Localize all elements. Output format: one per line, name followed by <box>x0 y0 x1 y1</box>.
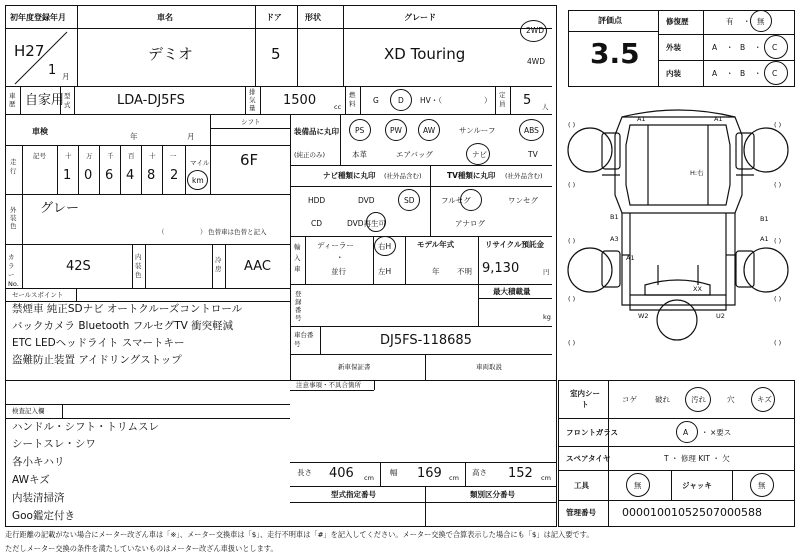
sales-line-3: ETC LEDヘッドライト スマートキー <box>12 337 185 349</box>
interior-c-circle <box>764 61 788 85</box>
shaken-label: 車検 <box>32 127 48 136</box>
new-warranty: 新車保証書 <box>338 363 371 371</box>
inspector-line-2: シートスレ・シワ <box>12 438 96 450</box>
equip-leather: 本革 <box>352 150 367 159</box>
svg-text:( ): ( ) <box>568 181 576 189</box>
svg-text:( ): ( ) <box>774 237 782 245</box>
year-value: H27 <box>14 42 45 60</box>
model-year-unit: 年 <box>432 267 440 276</box>
seat-label: 室内シート <box>570 389 600 409</box>
jack-value: 無 <box>758 481 766 490</box>
shaken-month-unit: 月 <box>187 132 195 141</box>
month-unit: 月 <box>62 72 70 81</box>
navi-sd-circle <box>398 189 420 211</box>
spare-label: スペアタイヤ <box>566 454 611 463</box>
equip-tv: TV <box>528 150 538 159</box>
inspector-line-4: AWキズ <box>12 474 50 486</box>
exterior-color-value: グレー <box>40 201 80 216</box>
tools-label: 工具 <box>574 481 589 490</box>
fuel-label: 燃料 <box>349 91 356 108</box>
interior-b: B <box>740 69 746 78</box>
fuel-d-circle <box>390 89 412 111</box>
equip-abs-circle <box>519 119 544 141</box>
tv-type-label: TV種類に丸印 <box>447 171 496 180</box>
inspector-label: 検査記入欄 <box>12 407 45 415</box>
seat-hole: 穴 <box>727 395 735 404</box>
equip-sunroof: サンルーフ <box>459 126 496 135</box>
damage-a1-right-lower: A1 <box>760 235 769 243</box>
height-unit: cm <box>541 474 551 482</box>
mileage-digit-4: 4 <box>126 168 135 183</box>
interior-c: C <box>772 69 778 78</box>
interior-sep2: ・ <box>754 69 762 78</box>
damage-a3-left: A3 <box>610 235 619 243</box>
equip-ps: PS <box>355 126 365 135</box>
drive-4wd: 4WD <box>527 57 545 66</box>
inspector-line-3: 各小キハリ <box>12 456 65 468</box>
mileage-digit-2: 0 <box>84 168 93 183</box>
recycle-unit: 円 <box>543 268 550 276</box>
max-load-label: 最大積載量 <box>493 287 531 296</box>
equip-pw: PW <box>390 126 402 135</box>
shift-label: シフト <box>241 118 261 126</box>
mileage-digit-5: 8 <box>147 168 156 183</box>
model-year-value: 不明 <box>457 267 472 276</box>
grade-value: XD Touring <box>384 45 466 63</box>
displacement-value: 1500 <box>283 93 317 108</box>
footer-line-1: 走行距離の記載がない場合にメーター改ざん車は「※」、メーター交換車は「$」、走行不明車は「#」を記入してください。メーター交換で合算表示した場合にも「$」は記入要です。 <box>5 530 594 539</box>
exterior-a: A <box>712 43 718 52</box>
drive-2wd: 2WD <box>526 26 544 35</box>
navi-sd: SD <box>404 196 415 205</box>
grade-label: グレード <box>404 13 436 22</box>
footer-line-2: ただしメーター交換の条件を満たしていないものはメーター改ざん車扱いとします。 <box>5 544 278 553</box>
month-value: 1 <box>48 63 57 78</box>
exterior-label: 外装 <box>666 43 681 52</box>
digit-header-6: 一 <box>170 152 177 160</box>
navi-dvd-play-circle <box>366 212 386 232</box>
windshield-a: A <box>683 428 689 437</box>
mgmt-label: 管理番号 <box>566 508 596 517</box>
seat-dirty: 汚れ <box>691 395 706 404</box>
windshield-x: ×要ス <box>710 428 732 437</box>
mileage-digit-6: 2 <box>170 168 179 183</box>
class-no-label: 類別区分番号 <box>470 490 515 499</box>
equip-aw: AW <box>423 126 436 135</box>
repair-sep: ・ <box>743 17 751 26</box>
ac-value: AAC <box>244 259 271 274</box>
damage-b1-left: B1 <box>610 213 619 221</box>
damage-b1-right: B1 <box>760 215 769 223</box>
digit-header-5: 十 <box>149 152 156 160</box>
sales-label: セールスポイント <box>12 291 64 299</box>
digit-header-3: 千 <box>107 152 114 160</box>
height-value: 152 <box>508 466 533 481</box>
equip-pw-circle <box>385 119 407 141</box>
color-paren-close: ） <box>200 228 207 236</box>
svg-text:( ): ( ) <box>568 295 576 303</box>
inspector-line-6: Goo鑑定付き <box>12 510 75 522</box>
mileage-digit-1: 1 <box>63 168 72 183</box>
digit-header-4: 百 <box>128 152 135 160</box>
repair-no-circle <box>750 10 772 32</box>
import-dot: ・ <box>336 253 344 262</box>
equip-airbag: エアバッグ <box>396 150 433 159</box>
sales-line-2: バックカメラ Bluetooth フルセグTV 衝突軽減 <box>12 320 234 332</box>
navi-hdd: HDD <box>308 196 326 205</box>
capacity-unit: 人 <box>542 103 549 111</box>
color-no-value: 42S <box>66 259 91 274</box>
navi-type-sublabel: (社外品含む) <box>384 172 422 180</box>
reg-label: 登録番号 <box>295 290 302 322</box>
width-unit: cm <box>449 474 459 482</box>
steer-right-circle <box>374 236 396 256</box>
usage-label: 車歴 <box>9 92 16 108</box>
mileage-digit-3: 6 <box>105 168 114 183</box>
color-no-label: カラーNo. <box>8 253 19 288</box>
ac-label: 冷房 <box>215 256 222 273</box>
height-label: 高さ <box>472 468 487 477</box>
equip-ps-circle <box>349 119 371 141</box>
vehicle-manual: 車両取説 <box>476 363 502 371</box>
digit-header-0: 記号 <box>33 152 46 160</box>
tv-fullseg: フルセグ <box>441 196 471 205</box>
svg-text:( ): ( ) <box>568 121 576 129</box>
navi-cd: CD <box>311 219 323 228</box>
year-label: 初年度登録年月 <box>10 13 66 22</box>
damage-xx: XX <box>693 285 702 293</box>
seat-scratch: キズ <box>757 395 772 404</box>
inspector-line-5: 内装清掃済 <box>12 492 65 504</box>
inspector-line-1: ハンドル・シフト・トリムスレ <box>12 421 159 433</box>
chassis-value: DJ5FS-118685 <box>380 333 472 348</box>
length-unit: cm <box>364 474 374 482</box>
navi-dvd: DVD <box>358 196 375 205</box>
svg-text:( ): ( ) <box>774 181 782 189</box>
svg-text:( ): ( ) <box>774 121 782 129</box>
fuel-g: G <box>373 96 379 105</box>
car-name-label: 車名 <box>157 13 173 22</box>
max-load-unit: kg <box>543 313 551 321</box>
exterior-c: C <box>772 43 778 52</box>
length-label: 長さ <box>297 468 312 477</box>
repair-yes: 有 <box>726 17 734 26</box>
door-label: ドア <box>266 13 282 22</box>
tv-type-sublabel: (社外品含む) <box>505 172 543 180</box>
chassis-label: 車台番号 <box>294 331 314 348</box>
svg-text:( ): ( ) <box>568 237 576 245</box>
interior-a: A <box>712 69 718 78</box>
sales-line-1: 禁煙車 純正SDナビ オートクルーズコントロール <box>12 303 243 315</box>
digit-header-1: 十 <box>65 152 72 160</box>
km-circle <box>187 170 208 190</box>
displacement-label: 排気量 <box>249 88 256 112</box>
equip-aw-circle <box>418 119 440 141</box>
svg-text:( ): ( ) <box>774 339 782 347</box>
tv-analog: アナログ <box>455 219 485 228</box>
damage-w2: W2 <box>638 312 649 320</box>
fuel-close: ） <box>484 96 492 105</box>
spare-options: T ・ 修理 KIT ・ 欠 <box>664 454 730 463</box>
digit-header-2: 万 <box>86 152 93 160</box>
steer-right: 右H <box>378 242 392 251</box>
interior-sep1: ・ <box>726 69 734 78</box>
damage-a1-left-lower: A1 <box>626 254 635 262</box>
jack-label: ジャッキ <box>682 481 712 490</box>
steer-left: 左H <box>378 267 392 276</box>
exterior-b: B <box>740 43 746 52</box>
rating-label: 評価点 <box>598 16 622 25</box>
damage-h-right: H:右 <box>690 169 704 177</box>
recycle-value: 9,130 <box>482 261 520 276</box>
navi-dvd-play: DVD再生可 <box>347 219 387 228</box>
repair-label: 修復歴 <box>666 17 689 26</box>
windshield-label: フロントガラス <box>566 428 619 437</box>
fuel-d: D <box>398 96 404 105</box>
width-label: 幅 <box>390 468 398 477</box>
exterior-c-circle <box>764 35 788 59</box>
tools-value-circle <box>626 473 650 497</box>
usage-value: 自家用 <box>25 93 65 108</box>
equip-navi-circle <box>466 143 490 165</box>
car-name-value: デミオ <box>148 45 194 63</box>
exterior-sep1: ・ <box>726 43 734 52</box>
seat-dirty-circle <box>685 387 711 412</box>
color-note: 色替車は色替と記入 <box>208 228 267 236</box>
color-paren-open: （ <box>158 228 165 236</box>
svg-text:( ): ( ) <box>774 295 782 303</box>
svg-text:( ): ( ) <box>568 339 576 347</box>
drive-2wd-circle <box>520 20 547 42</box>
repair-no: 無 <box>757 17 765 26</box>
notes-label: 注意事項・不具合箇所 <box>296 381 361 389</box>
shaken-year-unit: 年 <box>130 132 138 141</box>
damage-a1-top-left: A1 <box>637 115 646 123</box>
width-value: 169 <box>417 466 442 481</box>
mileage-label: 走行 <box>10 158 17 175</box>
tools-value: 無 <box>634 481 642 490</box>
damage-u2: U2 <box>716 312 725 320</box>
tv-fullseg-circle <box>460 189 482 211</box>
door-value: 5 <box>271 45 281 63</box>
sales-line-4: 盗難防止装置 アイドリングストップ <box>12 354 182 366</box>
equipment-sublabel: (純正のみ) <box>294 151 326 159</box>
windshield-dot: ・ <box>701 428 709 437</box>
capacity-value: 5 <box>523 93 532 108</box>
shift-value: 6F <box>240 151 259 169</box>
jack-value-circle <box>750 473 774 497</box>
mile-label: マイル <box>190 159 210 167</box>
import-parallel: 並行 <box>331 267 346 276</box>
recycle-label: リサイクル預託金 <box>485 240 544 249</box>
type-no-label: 型式指定番号 <box>331 490 376 499</box>
seat-burn: コゲ <box>622 395 637 404</box>
length-value: 406 <box>329 466 354 481</box>
model-year-label: モデル年式 <box>417 240 455 249</box>
windshield-a-circle <box>676 421 698 443</box>
displacement-unit: cc <box>334 103 342 111</box>
interior-color-label: 内装色 <box>135 253 142 279</box>
seat-scratch-circle <box>751 387 775 412</box>
equipment-label: 装備品に丸印 <box>294 127 339 136</box>
seat-torn: 破れ <box>655 395 670 404</box>
km-label: km <box>192 176 204 185</box>
exterior-color-label: 外装色 <box>10 206 17 230</box>
exterior-sep2: ・ <box>754 43 762 52</box>
interior-label: 内装 <box>666 69 681 78</box>
import-label: 輸入車 <box>294 243 301 273</box>
model-label: 型式 <box>64 92 71 109</box>
fuel-hv: HV・（ <box>420 96 443 105</box>
navi-type-label: ナビ種類に丸印 <box>323 171 376 180</box>
equip-abs: ABS <box>524 126 539 135</box>
shape-label: 形状 <box>305 13 321 22</box>
import-dealer: ディーラー <box>317 241 354 250</box>
mgmt-value: 0000100105250700058​8 <box>622 506 762 519</box>
model-value: LDA-DJ5FS <box>117 93 185 108</box>
damage-a1-top-right: A1 <box>714 115 723 123</box>
capacity-label: 定員 <box>499 91 506 108</box>
rating-value: 3.5 <box>590 37 640 70</box>
equip-navi: ナビ <box>472 150 487 159</box>
tv-oneseg: ワンセグ <box>508 196 538 205</box>
